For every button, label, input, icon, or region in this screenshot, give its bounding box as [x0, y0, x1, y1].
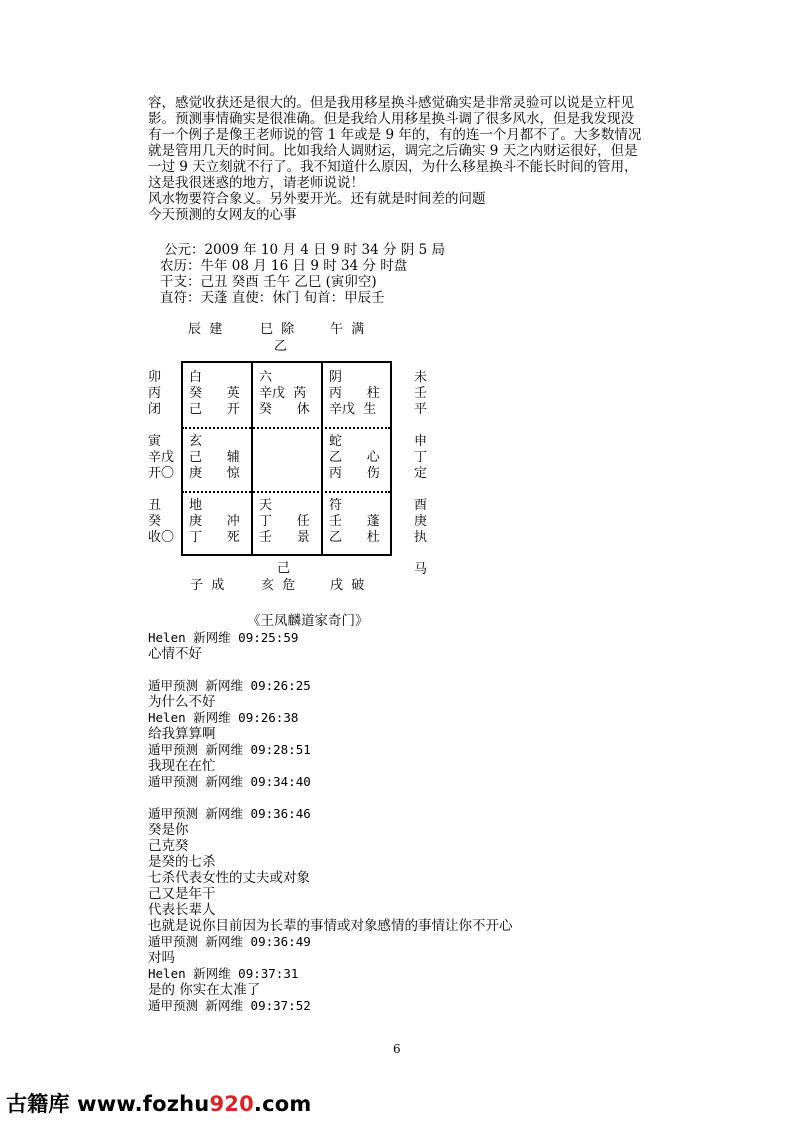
pan-right-label: 庚	[414, 514, 428, 529]
pan-left-label: 闭	[148, 402, 162, 417]
site-watermark	[6, 1088, 311, 1118]
watermark-url-red: 920	[209, 1092, 254, 1116]
intro-line: 就是管用几天的时间。比如我给人调财运，调完之后确实 9 天之内财运很好，但是	[148, 143, 638, 159]
pan-cell-line: 白	[189, 370, 203, 385]
book-title: 《王凤麟道家奇门》	[247, 613, 369, 629]
pan-cell-line: 阴	[329, 370, 343, 385]
chat-line: 七杀代表女性的丈夫或对象	[148, 870, 310, 886]
chat-line: 遁甲预测 新网维 09:36:46	[148, 806, 311, 821]
pan-cell-line: 庚 冲	[189, 514, 240, 529]
chat-line: 遁甲预测 新网维 09:37:52	[148, 998, 311, 1013]
grid-line	[390, 361, 392, 556]
chat-line: Helen 新网维 09:25:59	[148, 630, 299, 645]
pan-cell-line: 符	[329, 498, 343, 513]
pan-cell-line: 丙 柱	[329, 386, 380, 401]
grid-line	[182, 491, 390, 495]
pan-bottom-mid: 己	[277, 561, 291, 576]
watermark-url-suffix: .com	[253, 1092, 312, 1116]
pan-cell-line: 丁 死	[189, 530, 240, 545]
chat-line: 为什么不好	[148, 694, 216, 710]
pan-cell-line: 丙 伤	[329, 466, 380, 481]
chat-line: 心情不好	[148, 646, 202, 662]
pan-left-label: 卯	[148, 370, 162, 385]
chat-line: 对吗	[148, 950, 175, 966]
chat-line: 己又是年干	[148, 886, 216, 902]
pan-bottom-label: 戌 破	[330, 578, 365, 593]
chat-line: 也就是说你目前因为长辈的事情或对象感情的事情让你不开心	[148, 918, 513, 934]
pan-right-label: 执	[414, 530, 428, 545]
pan-cell-line: 天	[259, 498, 273, 513]
chat-line: 是的 你实在太准了	[148, 982, 261, 998]
chat-line: 遁甲预测 新网维 09:34:40	[148, 774, 311, 789]
chat-line: 给我算算啊	[148, 726, 216, 742]
pan-left-label: 辛戊	[148, 450, 175, 465]
pan-left-label: 丑	[148, 498, 162, 513]
chat-line: 癸是你	[148, 822, 189, 838]
pan-left-label: 丙	[148, 386, 162, 401]
watermark-url-prefix: www.fozhu	[77, 1092, 210, 1116]
chat-line: 遁甲预测 新网维 09:28:51	[148, 742, 311, 757]
pan-bottom-label: 亥 危	[261, 578, 296, 593]
intro-line: 今天预测的女网友的心事	[148, 207, 297, 223]
pan-cell-line: 辛戊 生	[329, 402, 377, 417]
intro-line: 影。预测事情确实是很准确。但是我给人用移星换斗调了很多风水，但是我发现没	[148, 111, 634, 127]
chart-info-ganzhi: 干支：己丑 癸酉 壬午 乙巳 (寅卯空)	[160, 274, 377, 290]
pan-cell-line: 壬 景	[259, 530, 310, 545]
pan-top-label: 辰 建	[188, 322, 223, 337]
pan-cell-line: 地	[189, 498, 203, 513]
chat-line: 遁甲预测 新网维 09:26:25	[148, 678, 311, 693]
pan-top-label: 午 满	[330, 322, 365, 337]
grid-line	[182, 361, 390, 363]
chat-line: Helen 新网维 09:37:31	[148, 966, 299, 981]
intro-line: 一过 9 天立刻就不行了。我不知道什么原因，为什么移星换斗不能长时间的管用，	[148, 159, 638, 175]
chat-line: 我现在在忙	[148, 758, 216, 774]
pan-cell-line: 丁 任	[259, 514, 310, 529]
pan-cell-line: 癸 英	[189, 386, 240, 401]
pan-cell-line: 庚 惊	[189, 466, 240, 481]
chat-line: 遁甲预测 新网维 09:36:49	[148, 934, 311, 949]
pan-bottom-right: 马	[414, 562, 428, 577]
pan-cell-line: 乙 心	[329, 450, 380, 465]
pan-left-label: 开〇	[148, 466, 175, 481]
chart-info-gongyuan: 公元：2009 年 10 月 4 日 9 时 34 分 阴 5 局	[164, 242, 445, 258]
pan-cell-line: 癸 休	[259, 402, 310, 417]
pan-right-label: 申	[414, 434, 428, 449]
chat-line: 是癸的七杀	[148, 854, 216, 870]
pan-cell-line: 六	[259, 370, 273, 385]
chat-line: Helen 新网维 09:26:38	[148, 710, 299, 725]
pan-cell-line: 蛇	[329, 434, 343, 449]
page-number: 6	[393, 1042, 401, 1056]
grid-line	[181, 361, 183, 556]
intro-line: 有一个例子是像王老师说的管 1 年或是 9 年的，有的连一个月都不了。大多数情况	[148, 127, 642, 143]
pan-left-label: 癸	[148, 514, 162, 529]
pan-top-label: 巳 除	[260, 322, 295, 337]
grid-line	[251, 361, 253, 556]
grid-line	[182, 427, 390, 431]
pan-cell-line: 壬 蓬	[329, 514, 380, 529]
chat-line: 己克癸	[148, 838, 189, 854]
intro-line: 风水物要符合象义。另外要开光。还有就是时间差的问题	[148, 191, 486, 207]
pan-right-label: 酉	[414, 498, 428, 513]
pan-cell-line: 玄	[189, 434, 203, 449]
pan-right-label: 未	[414, 370, 428, 385]
pan-right-label: 定	[414, 466, 428, 481]
grid-line	[182, 554, 390, 556]
pan-left-label: 寅	[148, 434, 162, 449]
pan-left-label: 收〇	[148, 530, 175, 545]
grid-line	[321, 361, 323, 556]
pan-cell-line: 己 开	[189, 402, 240, 417]
pan-right-label: 壬	[414, 386, 428, 401]
pan-cell-line: 乙 杜	[329, 530, 380, 545]
pan-top-mid: 乙	[274, 339, 288, 354]
chart-info-nongli: 农历：牛年 08 月 16 日 9 时 34 分 时盘	[160, 258, 408, 274]
pan-cell-line: 己 辅	[189, 450, 240, 465]
pan-cell-line: 辛戊 芮	[259, 386, 307, 401]
chat-line: 代表长辈人	[148, 902, 216, 918]
watermark-brand: 古籍库	[6, 1092, 70, 1116]
intro-line: 容，感觉收获还是很大的。但是我用移星换斗感觉确实是非常灵验可以说是立杆见	[148, 95, 634, 111]
pan-right-label: 丁	[414, 450, 428, 465]
intro-line: 这是我很迷惑的地方，请老师说说！	[148, 175, 364, 191]
chart-info-zhifu: 直符：天蓬 直使：休门 旬首：甲辰壬	[160, 290, 385, 306]
pan-bottom-label: 子 成	[190, 578, 225, 593]
pan-right-label: 平	[414, 402, 428, 417]
